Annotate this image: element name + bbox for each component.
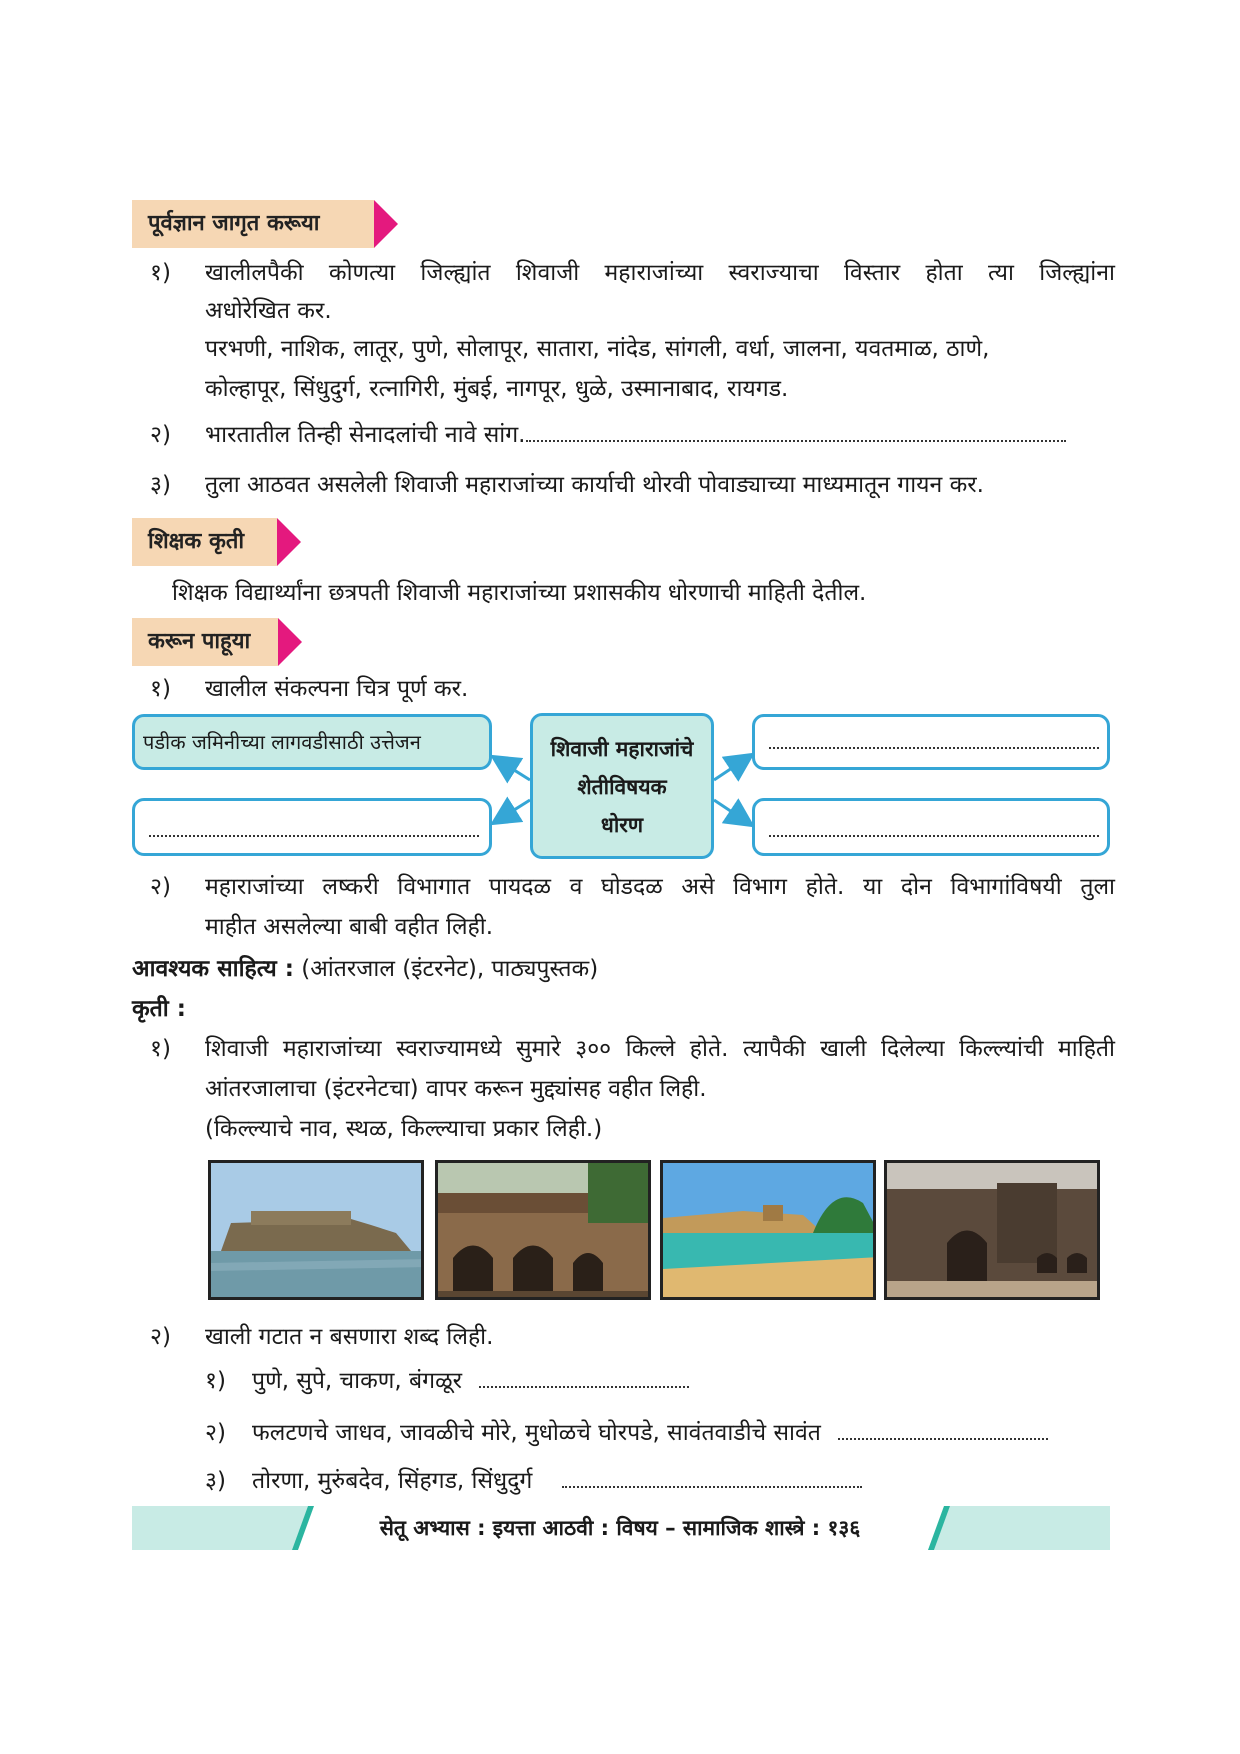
arrow-bottom-right-icon — [714, 800, 750, 824]
teacher-instruction: शिक्षक विद्यार्थ्यांना छत्रपती शिवाजी महाराजांच्या प्रशासकीय धोरणाची माहिती देतील. — [172, 580, 867, 606]
item-text: खालील संकल्पना चित्र पूर्ण कर. — [205, 676, 469, 702]
materials-value: (आंतरजाल (इंटरनेट), पाठ्यपुस्तक) — [301, 956, 599, 982]
materials-label: आवश्यक साहित्य : — [132, 956, 294, 982]
sub-item-label: फलटणचे जाधव, जावळीचे मोरे, मुधोळचे घोरपडे, सावंतवाडीचे सावंत — [252, 1420, 821, 1446]
sub-item-text — [252, 1462, 862, 1500]
concept-center-line: धोरण — [600, 813, 644, 837]
arrow-top-left-icon — [495, 758, 530, 780]
footer-text: सेतू अभ्यास : इयत्ता आठवी : विषय – सामाजिक शास्त्रे : १३६ — [379, 1516, 861, 1540]
item-text: महाराजांच्या लष्करी विभागात पायदळ व घोडदळ असे विभाग होते. या दोन विभागांविषयी तुला — [205, 874, 1115, 900]
concept-center-line: शेतीविषयक — [577, 775, 667, 799]
item-number: १) — [150, 260, 171, 286]
item-text: (किल्ल्याचे नाव, स्थळ, किल्ल्याचा प्रकार लिही.) — [205, 1116, 603, 1142]
sub-item-number: १) — [205, 1368, 226, 1394]
section-tag-label: शिक्षक कृती — [148, 529, 245, 554]
item-number: २) — [150, 1324, 171, 1350]
concept-center-line: शिवाजी महाराजांचे — [550, 737, 694, 761]
item-text: आंतरजालाचा (इंटरनेटचा) वापर करून मुद्द्यांसह वहीत लिही. — [205, 1076, 707, 1102]
item-text: तुला आठवत असलेली शिवाजी महाराजांच्या कार्याची थोरवी पोवाड्याच्या माध्यमातून गायन कर. — [205, 472, 984, 498]
item-number: १) — [150, 1036, 171, 1062]
item-number: ३) — [150, 472, 171, 498]
item-number: २) — [150, 874, 171, 900]
concept-text: पडीक जमिनीच्या लागवडीसाठी उत्तेजन — [143, 730, 421, 754]
sub-item-number: ३) — [205, 1468, 226, 1494]
arrow-top-right-icon — [714, 756, 750, 780]
section-tag-label: पूर्वज्ञान जागृत करूया — [148, 211, 320, 236]
arrow-bottom-left-icon — [495, 800, 530, 822]
sub-item-text — [252, 1362, 689, 1400]
item-text: अधोरेखित कर. — [205, 298, 332, 324]
answer-blank[interactable] — [562, 1464, 862, 1488]
fort-photo-gate — [884, 1160, 1100, 1300]
sub-item-number: २) — [205, 1420, 226, 1446]
sub-item-label: पुणे, सुपे, चाकण, बंगळूर — [252, 1368, 462, 1394]
district-list: परभणी, नाशिक, लातूर, पुणे, सोलापूर, सातारा, नांदेड, सांगली, वर्धा, जालना, यवतमाळ, ठाणे, — [205, 336, 990, 362]
section-tag-label: करून पाहूया — [148, 629, 251, 654]
item-text: माहीत असलेल्या बाबी वहीत लिही. — [205, 914, 494, 940]
item-text: खाली गटात न बसणारा शब्द लिही. — [205, 1324, 494, 1350]
materials-line — [132, 950, 598, 988]
item-number: २) — [150, 422, 171, 448]
sub-item-label: तोरणा, मुरुंबदेव, सिंहगड, सिंधुदुर्ग — [252, 1468, 533, 1494]
fort-photo-beach — [660, 1160, 876, 1300]
activity-label: कृती : — [132, 996, 186, 1022]
fort-photo-arches — [435, 1160, 651, 1300]
item-text: शिवाजी महाराजांच्या स्वराज्यामध्ये सुमारे ३०० किल्ले होते. त्यापैकी खाली दिलेल्या किल्ल्यांची माहिती — [205, 1036, 1115, 1062]
item-text-label: भारतातील तिन्ही सेनादलांची नावे सांग. — [205, 422, 526, 448]
sub-item-text — [252, 1414, 1048, 1452]
district-list: कोल्हापूर, सिंधुदुर्ग, रत्नागिरी, मुंबई, नागपूर, धुळे, उस्मानाबाद, रायगड. — [205, 376, 789, 402]
answer-blank[interactable] — [479, 1364, 689, 1388]
answer-blank[interactable] — [838, 1416, 1048, 1440]
item-number: १) — [150, 676, 171, 702]
fort-photo-sea — [208, 1160, 424, 1300]
item-text: खालीलपैकी कोणत्या जिल्ह्यांत शिवाजी महाराजांच्या स्वराज्याचा विस्तार होता त्या जिल्ह्यांना — [205, 260, 1115, 286]
